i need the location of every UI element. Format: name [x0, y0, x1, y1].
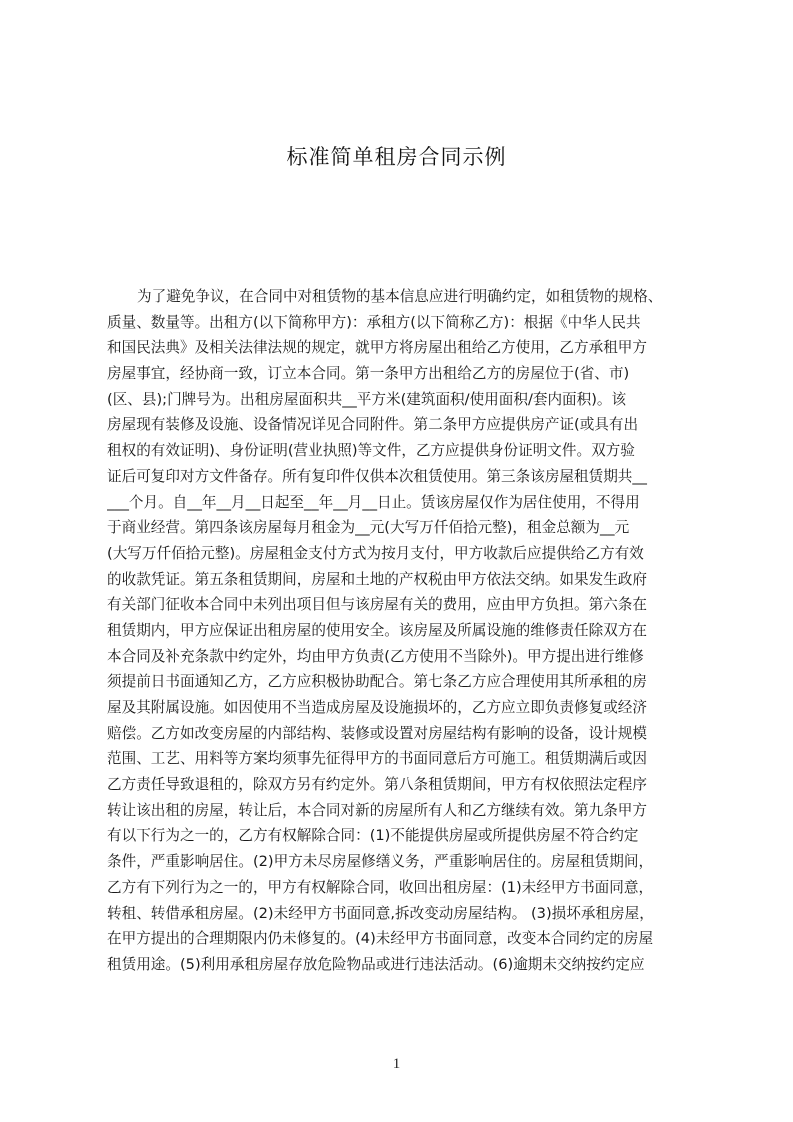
- body-line: 转让该出租的房屋，转让后，本合同对新的房屋所有人和乙方继续有效。第九条甲方: [107, 801, 647, 819]
- body-line: 乙方有下列行为之一的，甲方有权解除合同，收回出租房屋：(1)未经甲方书面同意，: [107, 878, 654, 896]
- body-line: 房屋事宜，经协商一致，订立本合同。第一条甲方出租给乙方的房屋位于(省、市): [107, 365, 630, 383]
- body-line: 租赁期内，甲方应保证出租房屋的使用安全。该房屋及所属设施的维修责任除双方在: [107, 621, 647, 639]
- body-line: 房屋现有装修及设施、设备情况详见合同附件。第二条甲方应提供房产证(或具有出: [107, 416, 639, 434]
- body-line: 证后可复印对方文件备存。所有复印件仅供本次租赁使用。第三条该房屋租赁期共__: [107, 467, 647, 485]
- body-line: 为了避免争议，在合同中对租赁物的基本信息应进行明确约定，如租赁物的规格、: [137, 288, 663, 305]
- page-title: 标准简单租房合同示例: [286, 145, 507, 169]
- body-line: 条件，严重影响居住。(2)甲方未尽房屋修缮义务，严重影响居住的。房屋租赁期间，: [107, 853, 654, 871]
- body-line: 在甲方提出的合理期限内仍未修复的。(4)未经甲方书面同意，改变本合同约定的房屋: [107, 930, 654, 948]
- body-line: 有关部门征收本合同中未列出项目但与该房屋有关的费用，应由甲方负担。第六条在: [107, 596, 647, 614]
- body-line: 须提前日书面通知乙方，乙方应积极协助配合。第七条乙方应合理使用其所承租的房: [107, 673, 647, 691]
- page-number: 1: [392, 1056, 401, 1072]
- body-line: 质量、数量等。出租方(以下简称甲方)：承租方(以下简称乙方)：根据《中华人民共: [107, 313, 641, 331]
- body-line: (区、县);门牌号为。出租房屋面积共__平方米(建筑面积/使用面积/套内面积)。该: [107, 390, 627, 408]
- body-line: 乙方责任导致退租的，除双方另有约定外。第八条租赁期间，甲方有权依照法定程序: [107, 776, 647, 794]
- body-line: 本合同及补充条款中约定外，均由甲方负责(乙方使用不当除外)。甲方提出进行维修: [107, 647, 644, 665]
- body-line: (大写万仟佰拾元整)。房屋租金支付方式为按月支付，甲方收款后应提供给乙方有效: [107, 544, 644, 562]
- body-line: 范围、工艺、用料等方案均须事先征得甲方的书面同意后方可施工。租赁期满后或因: [107, 750, 647, 768]
- body-line: ___个月。自__年__月__日起至__年__月__日止。赁该房屋仅作为居住使用，不得用: [107, 493, 640, 511]
- body-line: 转租、转借承租房屋。(2)未经甲方书面同意,拆改变动房屋结构。 (3)损坏承租房屋，: [107, 904, 654, 922]
- body-line: 赔偿。乙方如改变房屋的内部结构、装修或设置对房屋结构有影响的设备，设计规模: [107, 724, 647, 742]
- body-line: 租权的有效证明)、身份证明(营业执照)等文件，乙方应提供身份证明文件。双方验: [107, 442, 635, 460]
- body-line: 屋及其附属设施。如因使用不当造成房屋及设施损坏的，乙方应立即负责修复或经济: [107, 699, 647, 716]
- contract-body: [107, 284, 699, 978]
- body-line: 的收款凭证。第五条租赁期间，房屋和土地的产权税由甲方依法交纳。如果发生政府: [107, 570, 647, 588]
- body-line: 和国民法典》及相关法律法规的规定，就甲方将房屋出租给乙方使用，乙方承租甲方: [107, 339, 647, 357]
- body-line: 有以下行为之一的，乙方有权解除合同：(1)不能提供房屋或所提供房屋不符合约定: [107, 827, 639, 845]
- body-line: 于商业经营。第四条该房屋每月租金为__元(大写万仟佰拾元整)，租金总额为__元: [107, 519, 630, 537]
- body-line: 租赁用途。(5)利用承租房屋存放危险物品或进行违法活动。(6)逾期未交纳按约定应: [107, 955, 645, 973]
